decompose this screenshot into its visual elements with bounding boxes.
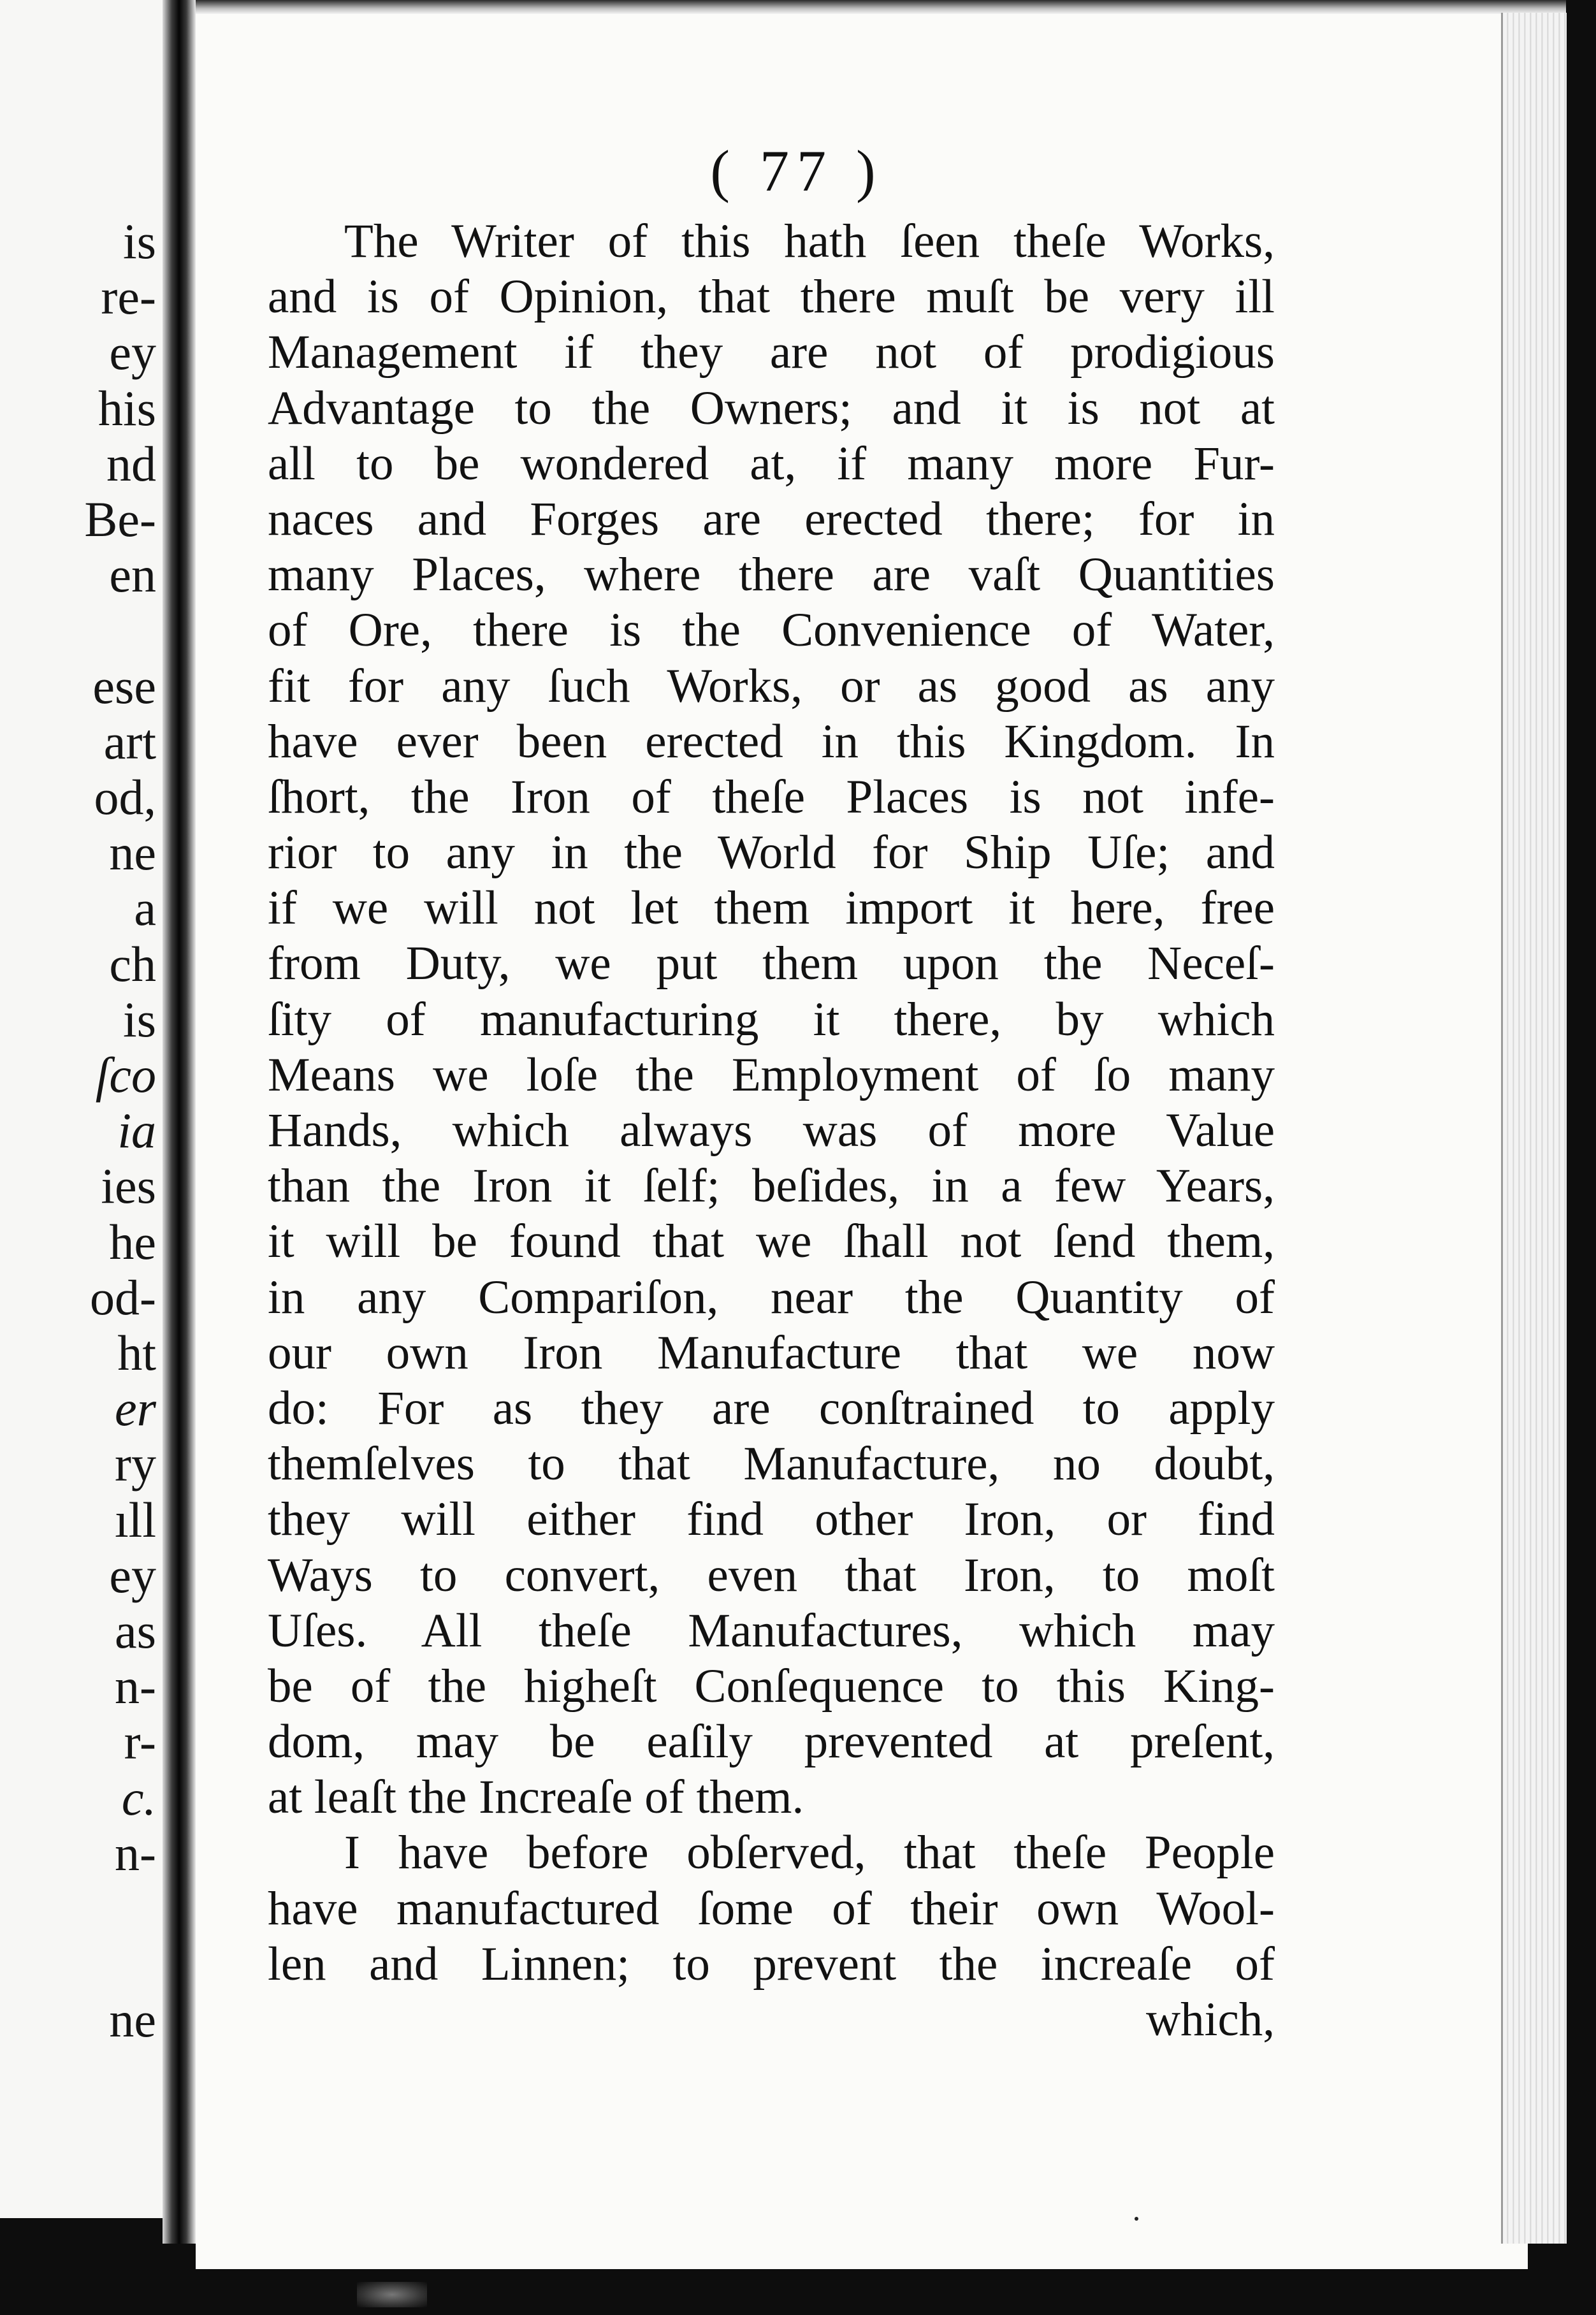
text-line: len and Linnen; to prevent the increaſe of — [268, 1937, 1275, 1991]
left-page-fragment: ia — [117, 1103, 156, 1159]
left-page-fragment: is — [122, 991, 156, 1047]
left-page-fragment: he — [109, 1214, 156, 1270]
left-page-fragment: ne — [109, 1992, 156, 2048]
dust-speck — [1135, 2217, 1138, 2221]
left-page-fragment: ey — [109, 324, 156, 381]
text-line: rior to any in the World for Ship Uſe; and — [268, 826, 1275, 880]
text-line: have ever been erected in this Kingdom. In — [268, 715, 1275, 768]
text-line: dom, may be eaſily prevented at preſent, — [268, 1715, 1275, 1769]
left-page-fragment: ſco — [95, 1047, 156, 1103]
text-line: at leaſt the Increaſe of them. — [268, 1771, 804, 1824]
text-line: in any Compariſon, near the Quantity of — [268, 1270, 1275, 1324]
text-line: Means we loſe the Employment of ſo many — [268, 1048, 1275, 1101]
text-line: The Writer of this hath ſeen theſe Works, — [344, 215, 1275, 268]
text-line: and is of Opinion, that there muſt be very ill — [268, 270, 1275, 324]
book-gutter — [163, 0, 196, 2244]
text-line: Uſes. All theſe Manufactures, which may — [268, 1604, 1275, 1657]
left-page-fragment: ht — [117, 1325, 156, 1381]
left-page-fragment: n- — [115, 1658, 156, 1715]
text-line: Ways to convert, even that Iron, to moſt — [268, 1548, 1275, 1602]
text-line: themſelves to that Manufacture, no doubt, — [268, 1437, 1275, 1491]
left-page-fragment: od, — [94, 769, 156, 825]
left-page-fragment: r- — [124, 1714, 156, 1770]
text-line: I have before obſerved, that theſe People — [344, 1826, 1275, 1880]
text-line: than the Iron it ſelf; beſides, in a few Years, — [268, 1159, 1275, 1213]
left-page-fragment: Be- — [84, 491, 156, 547]
page-number: ( 77 ) — [710, 138, 883, 203]
left-page-fragment: ıll — [114, 1491, 156, 1548]
page-stack-edge — [1501, 13, 1567, 2244]
catchword: which, — [1145, 1993, 1275, 2046]
left-page-fragment: ey — [109, 1547, 156, 1603]
left-page-fragment: er — [115, 1381, 156, 1437]
left-page-fragment: n- — [115, 1825, 156, 1881]
left-page-fragment: ry — [115, 1436, 156, 1492]
text-line: they will either find other Iron, or find — [268, 1493, 1275, 1546]
left-page-fragment: his — [98, 380, 156, 436]
text-line: our own Iron Manufacture that we now — [268, 1326, 1275, 1379]
left-page-fragment: ese — [92, 658, 156, 714]
left-page-fragment: nd — [106, 435, 156, 491]
bottom-debris — [357, 2282, 427, 2307]
text-line: from Duty, we put them upon the Neceſ- — [268, 937, 1275, 991]
page-top-edge — [196, 0, 1566, 14]
left-page-fragment: od- — [90, 1269, 156, 1325]
left-page-fragment: en — [109, 547, 156, 603]
text-line: of Ore, there is the Convenience of Water, — [268, 604, 1275, 657]
text-line: naces and Forges are erected there; for in — [268, 492, 1275, 546]
text-line: ſity of manufacturing it there, by which — [268, 992, 1275, 1046]
left-page-fragment: ch — [109, 936, 156, 992]
left-page-text-fragments — [0, 0, 156, 2218]
text-line: Advantage to the Owners; and it is not at — [268, 381, 1275, 435]
left-page — [0, 0, 163, 2218]
left-page-fragment: as — [115, 1603, 156, 1658]
text-line: be of the higheſt Conſequence to this King- — [268, 1659, 1275, 1713]
left-page-fragment: ne — [109, 825, 156, 881]
left-page-fragment: re- — [101, 269, 156, 325]
text-line: fit for any ſuch Works, or as good as any — [268, 659, 1275, 713]
left-page-fragment: is — [122, 214, 156, 269]
text-line: have manufactured ſome of their own Wool- — [268, 1882, 1275, 1935]
text-line: Management if they are not of prodigious — [268, 326, 1275, 379]
left-page-fragment: a — [134, 880, 156, 936]
text-line: do: For as they are conſtrained to apply — [268, 1381, 1275, 1435]
text-line: ſhort, the Iron of theſe Places is not infe- — [268, 770, 1275, 824]
left-page-fragment: c. — [121, 1769, 156, 1825]
text-line: if we will not let them import it here, free — [268, 882, 1275, 935]
body-text — [268, 214, 1275, 2047]
text-line: all to be wondered at, if many more Fur- — [268, 437, 1275, 490]
text-line: it will be found that we ſhall not ſend them, — [268, 1215, 1275, 1268]
left-page-fragment: art — [103, 713, 156, 769]
left-page-fragment: ies — [101, 1158, 156, 1214]
text-line: Hands, which always was of more Value — [268, 1104, 1275, 1157]
text-line: many Places, where there are vaſt Quantities — [268, 548, 1275, 602]
